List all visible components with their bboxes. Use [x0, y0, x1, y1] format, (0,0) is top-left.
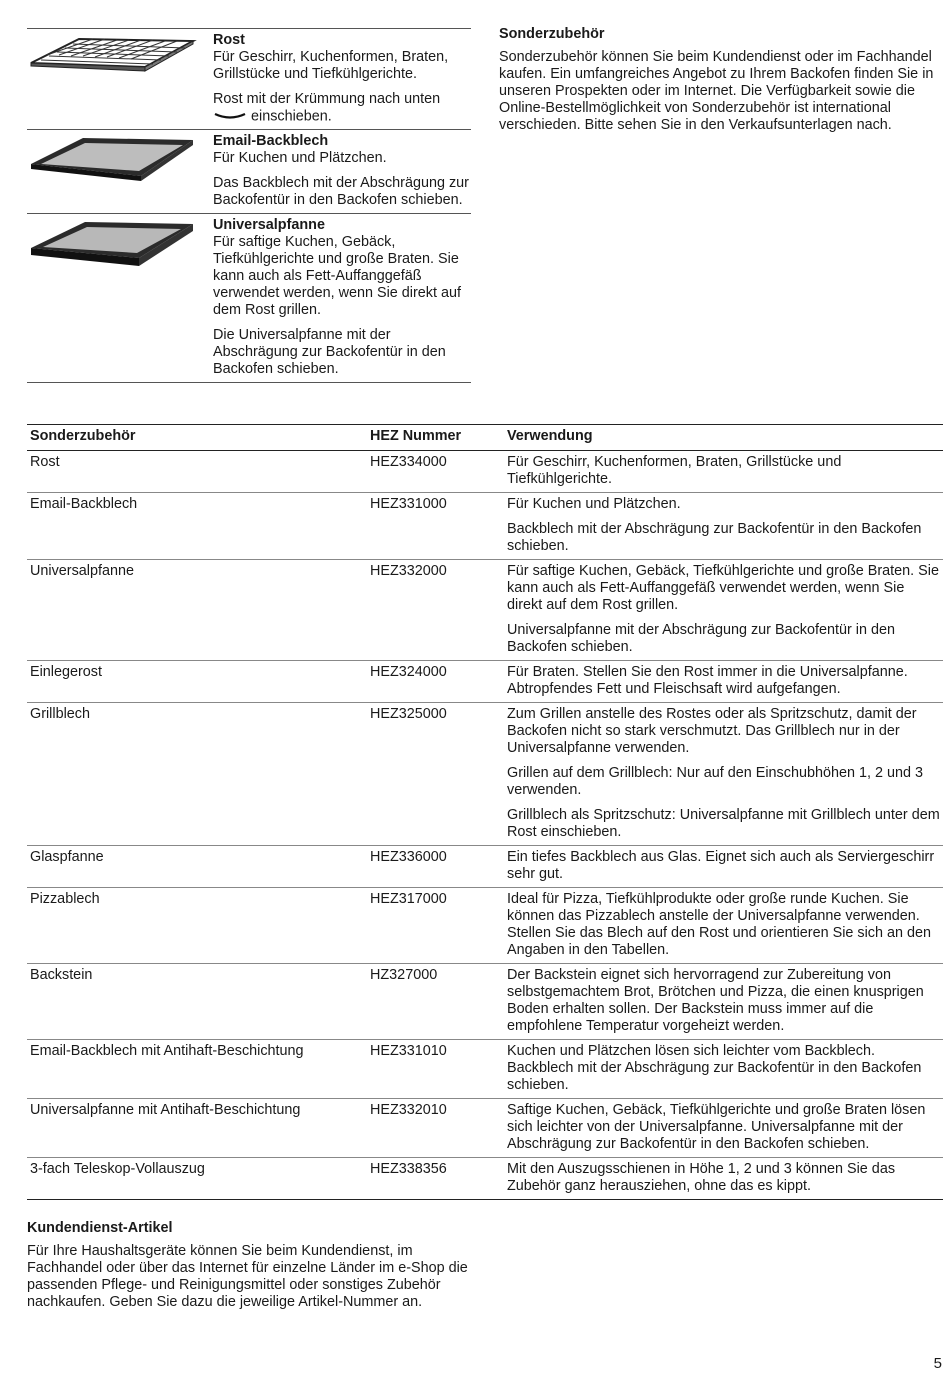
- accessory-note: Rost mit der Krümmung nach unten einschieben.: [213, 91, 441, 125]
- usage-text: Grillen auf dem Grillblech: Nur auf den Einschubhöhen 1, 2 und 3 verwenden.: [507, 765, 923, 798]
- accessory-name-cell: Backstein: [27, 964, 367, 1040]
- accessory-description: Für Geschirr, Kuchenformen, Braten, Grillstücke und Tiefkühlgerichte.: [213, 49, 449, 82]
- customer-service-section: [27, 1220, 472, 1311]
- usage-text: Der Backstein eignet sich hervorragend zur Zubereitung von selbstgemachtem Brot, Brötchen und Pizza, die einen knusprigen Boden erhalten sollen. Der Backstein muss immer auf die empfohlene Temperatur vorgeheizt werden.: [507, 967, 924, 1034]
- hez-number-cell: HEZ336000: [367, 846, 504, 888]
- hez-number-cell: HEZ338356: [367, 1158, 504, 1200]
- universal-pan-icon: [27, 214, 213, 382]
- accessory-row-universalpfanne: [27, 213, 471, 383]
- accessory-name-cell: Grillblech: [27, 703, 367, 846]
- hez-number-cell: HEZ332010: [367, 1099, 504, 1158]
- usage-cell: [504, 1158, 943, 1200]
- accessory-name-cell: Einlegerost: [27, 661, 367, 703]
- usage-text: Ein tiefes Backblech aus Glas. Eignet sich auch als Serviergeschirr sehr gut.: [507, 849, 935, 882]
- table-row: [27, 1040, 943, 1099]
- usage-text: Backblech mit der Abschrägung zur Backofentür in den Backofen schieben.: [507, 521, 922, 554]
- table-row: [27, 703, 943, 846]
- table-row: [27, 451, 943, 493]
- usage-cell: [504, 846, 943, 888]
- hez-number-cell: HEZ325000: [367, 703, 504, 846]
- usage-cell: [504, 964, 943, 1040]
- accessory-name-cell: Rost: [27, 451, 367, 493]
- usage-cell: [504, 703, 943, 846]
- section-heading: Kundendienst-Artikel: [27, 1220, 173, 1236]
- accessory-name-cell: Pizzablech: [27, 888, 367, 964]
- column-header: Sonderzubehör: [27, 425, 367, 451]
- baking-tray-icon: [27, 130, 213, 213]
- curve-down-icon: [213, 108, 247, 125]
- table-row: [27, 1158, 943, 1200]
- hez-number-cell: HEZ317000: [367, 888, 504, 964]
- table-row: [27, 1099, 943, 1158]
- accessory-note: Die Universalpfanne mit der Abschrägung zur Backofentür in den Backofen schieben.: [213, 327, 446, 378]
- hez-number-cell: HEZ324000: [367, 661, 504, 703]
- usage-cell: [504, 451, 943, 493]
- usage-text: Für Geschirr, Kuchenformen, Braten, Grillstücke und Tiefkühlgerichte.: [507, 454, 842, 487]
- table-row: [27, 846, 943, 888]
- accessory-note: Das Backblech mit der Abschrägung zur Backofentür in den Backofen schieben.: [213, 175, 469, 209]
- usage-text: Grillblech als Spritzschutz: Universalpfanne mit Grillblech unter dem Rost einschieben.: [507, 807, 940, 840]
- hez-number-cell: HEZ332000: [367, 560, 504, 661]
- accessory-name-cell: Universalpfanne: [27, 560, 367, 661]
- table-row: [27, 888, 943, 964]
- table-row: [27, 560, 943, 661]
- usage-text: Kuchen und Plätzchen lösen sich leichter vom Backblech. Backblech mit der Abschrägung zur Backofentür in den Backofen schieben.: [507, 1043, 922, 1093]
- hez-number-cell: HEZ334000: [367, 451, 504, 493]
- special-accessories-section: [499, 26, 944, 134]
- accessory-row-backblech: [27, 129, 471, 213]
- table-row: [27, 493, 943, 560]
- accessory-table: [27, 424, 943, 1200]
- section-text: Für Ihre Haushaltsgeräte können Sie beim Kundendienst, im Fachhandel oder über das Internet für einzelne Länder im e-Shop die passenden Pflege- und Reinigungsmittel oder sonstiges Zubehör nachkaufen. Geben Sie dazu die jeweilige Artikel-Nummer an.: [27, 1243, 468, 1310]
- usage-text: Ideal für Pizza, Tiefkühlprodukte oder große runde Kuchen. Sie können das Pizzablech anstelle der Universalpfanne verwenden. Stellen Sie das Blech auf den Rost und orientieren Sie sich an den Angaben in den Tabellen.: [507, 891, 931, 958]
- accessory-title: Rost: [213, 32, 245, 48]
- usage-cell: [504, 493, 943, 560]
- table-row: [27, 661, 943, 703]
- hez-number-cell: HEZ331010: [367, 1040, 504, 1099]
- usage-cell: [504, 1099, 943, 1158]
- page-number: 5: [933, 1355, 942, 1372]
- table-row: [27, 964, 943, 1040]
- usage-cell: [504, 560, 943, 661]
- usage-text: Für saftige Kuchen, Gebäck, Tiefkühlgerichte und große Braten. Sie kann auch als Fett-Auffanggefäß verwendet werden, wenn Sie direkt auf dem Rost grillen.: [507, 563, 939, 613]
- usage-cell: [504, 888, 943, 964]
- usage-cell: [504, 661, 943, 703]
- section-heading: Sonderzubehör: [499, 26, 605, 42]
- usage-text: Saftige Kuchen, Gebäck, Tiefkühlgerichte und große Braten lösen sich leichter von der Universalpfanne. Universalpfanne mit der Abschrägung zur Backofentür in den Backofen schieben.: [507, 1102, 926, 1152]
- usage-text: Für Kuchen und Plätzchen.: [507, 496, 681, 512]
- hez-number-cell: HZ327000: [367, 964, 504, 1040]
- accessory-title: Universalpfanne: [213, 217, 325, 234]
- accessory-name-cell: Email-Backblech mit Antihaft-Beschichtung: [27, 1040, 367, 1099]
- accessory-title: Email-Backblech: [213, 133, 329, 150]
- usage-text: Zum Grillen anstelle des Rostes oder als Spritzschutz, damit der Backofen nicht so stark verschmutzt. Das Grillblech nur in der Universalpfanne verwenden.: [507, 706, 917, 756]
- accessory-name-cell: 3-fach Teleskop-Vollauszug: [27, 1158, 367, 1200]
- accessory-description: Für Kuchen und Plätzchen.: [213, 150, 387, 167]
- accessory-name-cell: Email-Backblech: [27, 493, 367, 560]
- column-header: Verwendung: [504, 425, 943, 451]
- accessory-list: [27, 28, 471, 383]
- hez-number-cell: HEZ331000: [367, 493, 504, 560]
- oven-rack-icon: [27, 29, 213, 129]
- column-header: HEZ Nummer: [367, 425, 504, 451]
- accessory-name-cell: Universalpfanne mit Antihaft-Beschichtung: [27, 1099, 367, 1158]
- table-header-row: [27, 425, 943, 451]
- usage-text: Mit den Auszugsschienen in Höhe 1, 2 und 3 können Sie das Zubehör ganz herausziehen, ohne das es kippt.: [507, 1161, 896, 1194]
- accessory-row-rost: [27, 28, 471, 129]
- usage-cell: [504, 1040, 943, 1099]
- usage-text: Universalpfanne mit der Abschrägung zur Backofentür in den Backofen schieben.: [507, 622, 895, 655]
- section-text: Sonderzubehör können Sie beim Kundendienst oder im Fachhandel kaufen. Ein umfangreiches Angebot zu Ihrem Backofen finden Sie in unseren Prospekten oder im Internet. Die Verfügbarkeit sowie die Online-Bestellmöglichkeit von Sonderzubehör ist international verschieden. Bitte sehen Sie in den Verkaufsunterlagen nach.: [499, 49, 934, 133]
- accessory-name-cell: Glaspfanne: [27, 846, 367, 888]
- usage-text: Für Braten. Stellen Sie den Rost immer in die Universalpfanne. Abtropfendes Fett und Fleischsaft wird aufgefangen.: [507, 664, 908, 697]
- accessory-description: Für saftige Kuchen, Gebäck, Tiefkühlgerichte und große Braten. Sie kann auch als Fett-Auffanggefäß verwendet werden, wenn Sie direkt auf dem Rost grillen.: [213, 234, 461, 319]
